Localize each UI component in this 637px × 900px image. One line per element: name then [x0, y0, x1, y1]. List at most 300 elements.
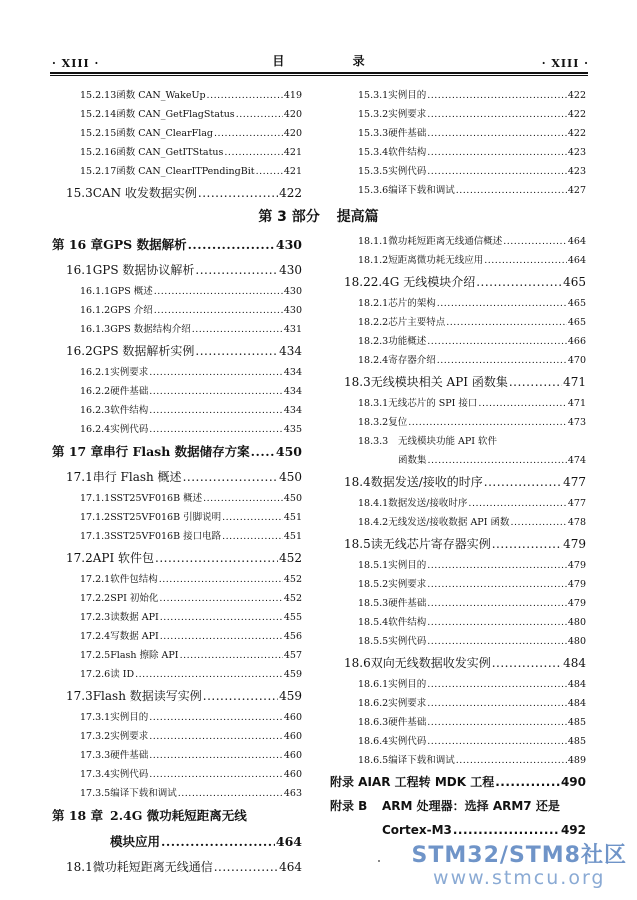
toc-entry-page: 465 [563, 275, 586, 289]
toc-entry-title: ARM 处理器：选择 ARM7 还是 [382, 799, 560, 813]
toc-entry [52, 181, 302, 205]
leader-dots [135, 665, 283, 684]
toc-entry-title: 函数 CAN_WakeUp [116, 90, 206, 101]
toc-entry-number: 15.3.1 [358, 90, 389, 101]
leader-dots [149, 363, 283, 382]
toc-entry [330, 594, 586, 613]
toc-entry [330, 294, 586, 313]
toc-entry-number: 18.6.2 [358, 698, 389, 709]
toc-entry-title: 微功耗短距离无线通信概述 [388, 236, 503, 247]
toc-entry-title: 读数据 API [110, 612, 159, 623]
leader-dots [456, 181, 567, 200]
toc-entry-number: 15.3.6 [358, 185, 389, 196]
toc-entry-page: 457 [283, 650, 302, 661]
toc-entry-number: 18.5.1 [358, 560, 389, 571]
toc-entry-page: 459 [283, 669, 302, 680]
toc-entry [52, 143, 302, 162]
toc-entry-title: SPI 初始化 [110, 593, 159, 604]
toc-entry [330, 332, 586, 351]
toc-entry-number: 18.4.1 [358, 498, 389, 509]
toc-entry [52, 570, 302, 589]
toc-entry-number: 18.2 [344, 275, 371, 289]
toc-entry-title: 实例要求 [110, 367, 149, 378]
toc-entry-title: Cortex-M3 [382, 823, 452, 837]
toc-entry-title: GPS 数据解析 [103, 237, 187, 252]
toc-entry [330, 143, 586, 162]
toc-entry-title: 短距离微功耗无线应用 [388, 255, 484, 266]
toc-entry-title: 数据发送/接收时序 [388, 498, 468, 509]
toc-entry-number: 17.3.4 [80, 769, 111, 780]
toc-entry-page: 477 [567, 498, 586, 509]
leader-dots [408, 413, 567, 432]
part-title: 提高篇 [336, 209, 379, 225]
toc-entry-title: 实例目的 [388, 90, 427, 101]
toc-entry-number: 附录 A [330, 775, 368, 789]
toc-entry-number: 15.2.16 [80, 147, 117, 158]
toc-entry-number: 15.3.5 [358, 166, 389, 177]
toc-appendix-entry [330, 770, 586, 794]
toc-entry-number: 17.1 [66, 470, 93, 484]
toc-entry-page: 470 [567, 355, 586, 366]
toc-entry-number: 18.2.4 [358, 355, 389, 366]
toc-entry-title: 串行 Flash 概述 [92, 470, 182, 484]
toc-entry-title: 函数集 [398, 455, 427, 466]
toc-entry [330, 732, 586, 751]
toc-entry-title: 硬件基础 [388, 717, 427, 728]
toc-entry-page: 420 [283, 128, 302, 139]
toc-entry-title: SST25VF016B 概述 [110, 493, 203, 504]
toc-entry-page: 451 [283, 512, 302, 523]
page-number-right: · XIII · [541, 57, 589, 70]
toc-entry [52, 105, 302, 124]
toc-entry-page: 463 [283, 788, 302, 799]
toc-entry-title: 实例要求 [110, 731, 149, 742]
toc-entry-title: 寄存器介绍 [388, 355, 436, 366]
toc-entry-page: 422 [567, 109, 586, 120]
toc-entry-number: 18.2.2 [358, 317, 389, 328]
toc-entry-page: 465 [567, 317, 586, 328]
toc-entry-page: 431 [283, 324, 302, 335]
toc-entry-number: 17.1.1 [80, 493, 111, 504]
leader-dots [495, 770, 560, 794]
leader-dots [427, 162, 567, 181]
toc-entry-title: 编译下载和调试 [388, 755, 455, 766]
toc-entry-number: 15.3.4 [358, 147, 389, 158]
leader-dots [214, 855, 278, 879]
toc-entry-title: Flash 擦除 API [110, 650, 179, 661]
toc-entry-number: 16.2.1 [80, 367, 111, 378]
toc-entry-title: 复位 [388, 417, 408, 428]
toc-entry-number: 附录 B [330, 799, 368, 813]
toc-entry-number: 15.2.14 [80, 109, 117, 120]
toc-entry-number: 16.1.1 [80, 286, 111, 297]
toc-entry-title: 实例代码 [110, 424, 149, 435]
toc-entry-number: 18.5.3 [358, 598, 389, 609]
toc-entry-page: 422 [567, 90, 586, 101]
toc-entry [330, 694, 586, 713]
toc-entry-number: 18.6.3 [358, 717, 389, 728]
toc-entry [52, 162, 302, 181]
toc-entry-title: 2.4G 微功耗短距离无线 [110, 808, 247, 823]
toc-column-left-top [52, 86, 302, 205]
toc-entry-title: 硬件基础 [110, 386, 149, 397]
toc-entry [330, 513, 586, 532]
toc-entry-title: 读无线芯片寄存器实例 [370, 537, 491, 551]
toc-entry-title: 实例目的 [110, 712, 149, 723]
toc-entry [52, 546, 302, 570]
toc-entry [52, 665, 302, 684]
toc-column-right [330, 232, 586, 842]
toc-entry-page: 484 [567, 698, 586, 709]
toc-entry-number: 17.1.3 [80, 531, 111, 542]
toc-entry-number: 18.6 [344, 656, 371, 670]
toc-entry-title: IAR 工程转 MDK 工程 [367, 775, 495, 789]
toc-entry-number: 18.6.5 [358, 755, 389, 766]
toc-entry-page: 464 [279, 860, 302, 874]
toc-entry-page: 452 [283, 593, 302, 604]
leader-dots [427, 613, 567, 632]
toc-appendix-entry [330, 794, 586, 818]
toc-entry [330, 313, 586, 332]
toc-entry-number: 17.3.2 [80, 731, 111, 742]
leader-dots [427, 594, 567, 613]
toc-entry [330, 651, 586, 675]
toc-entry-page: 430 [279, 263, 302, 277]
toc-entry-page: 435 [283, 424, 302, 435]
toc-entry [52, 86, 302, 105]
toc-entry-page: 460 [283, 769, 302, 780]
leader-dots [476, 270, 562, 294]
toc-entry-number: 15.2.13 [80, 90, 117, 101]
toc-entry [330, 351, 586, 370]
toc-entry-page: 485 [567, 736, 586, 747]
leader-dots [149, 727, 283, 746]
toc-entry-number: 18.6.1 [358, 679, 389, 690]
leader-dots [427, 575, 567, 594]
toc-entry-number: 18.3 [344, 375, 371, 389]
toc-entry [52, 589, 302, 608]
toc-entry-title: 串行 Flash 数据储存方案 [103, 444, 250, 459]
leader-dots [427, 556, 567, 575]
toc-entry-number: 17.1.2 [80, 512, 111, 523]
toc-entry-number: 第 17 章 [52, 444, 104, 459]
toc-entry [52, 708, 302, 727]
toc-entry [330, 713, 586, 732]
toc-entry-title: 实例代码 [388, 736, 427, 747]
toc-entry-page: 474 [567, 455, 586, 466]
toc-entry-page: 455 [283, 612, 302, 623]
leader-dots [427, 694, 567, 713]
leader-dots [510, 513, 566, 532]
toc-entry [330, 124, 586, 143]
toc-entry-number: 17.2.2 [80, 593, 111, 604]
toc-entry-page: 456 [283, 631, 302, 642]
toc-column-right-top [330, 86, 586, 200]
leader-dots [224, 143, 282, 162]
leader-dots [427, 713, 567, 732]
toc-entry-title: 实例目的 [388, 679, 427, 690]
toc-entry-page: 452 [283, 574, 302, 585]
toc-entry-page: 479 [567, 579, 586, 590]
toc-entry-page: 430 [283, 286, 302, 297]
leader-dots [427, 143, 567, 162]
toc-entry-title: 软件结构 [388, 617, 427, 628]
toc-entry [330, 432, 586, 451]
toc-entry-title: 硬件基础 [388, 598, 427, 609]
toc-entry [52, 282, 302, 301]
toc-entry-title: GPS 概述 [110, 286, 153, 297]
leader-dots [178, 784, 283, 803]
header-rule-thin [50, 75, 588, 76]
toc-entry-number: 17.3.5 [80, 788, 111, 799]
toc-entry [52, 258, 302, 282]
toc-entry-title: 无线模块功能 API 软件 [398, 436, 498, 447]
toc-entry [330, 470, 586, 494]
leader-dots [427, 124, 567, 143]
toc-entry-title: 软件结构 [110, 405, 149, 416]
toc-entry-title: 实例代码 [388, 636, 427, 647]
toc-entry-title: 实例要求 [388, 109, 427, 120]
toc-entry-title: 数据发送/接收的时序 [370, 475, 483, 489]
leader-dots [149, 746, 283, 765]
leader-dots [183, 465, 279, 489]
leader-dots [161, 829, 275, 855]
leader-dots [160, 608, 283, 627]
toc-entry-title: 函数 CAN_GetITStatus [116, 147, 224, 158]
leader-dots [159, 589, 282, 608]
leader-dots [155, 546, 278, 570]
toc-entry-page: 451 [283, 531, 302, 542]
leader-dots [509, 370, 562, 394]
toc-chapter-entry [52, 829, 302, 855]
toc-entry-title: 无线发送/接收数据 API 函数 [388, 517, 510, 528]
toc-entry [52, 765, 302, 784]
toc-entry [52, 420, 302, 439]
toc-entry [330, 162, 586, 181]
toc-column-left [52, 232, 302, 879]
leader-dots [192, 320, 283, 339]
toc-entry-title: Flash 数据读写实例 [92, 689, 202, 703]
toc-entry-title: SST25VF016B 接口电路 [110, 531, 222, 542]
toc-entry-number: 17.3.3 [80, 750, 111, 761]
toc-entry-number: 17.2 [66, 551, 93, 565]
toc-entry-title: 无线模块相关 API 函数集 [370, 375, 508, 389]
toc-entry-page: 430 [283, 305, 302, 316]
leader-dots [468, 494, 566, 513]
toc-entry-title: 硬件基础 [110, 750, 149, 761]
leader-dots [251, 439, 275, 465]
toc-entry-title: GPS 数据结构介绍 [110, 324, 191, 335]
toc-entry-number: 18.6.4 [358, 736, 389, 747]
header-rule [50, 72, 588, 74]
toc-entry-page: 434 [283, 386, 302, 397]
toc-entry-title: 功能概述 [388, 336, 427, 347]
toc-entry-number: 15.3.2 [358, 109, 389, 120]
leader-dots [195, 339, 278, 363]
watermark-url: www.stmcu.org [433, 867, 606, 889]
toc-entry-page: 464 [567, 255, 586, 266]
toc-entry [330, 86, 586, 105]
toc-entry-number: 18.1 [66, 860, 93, 874]
toc-entry [52, 339, 302, 363]
toc-entry-title: 2.4G 无线模块介绍 [370, 275, 476, 289]
toc-entry [330, 494, 586, 513]
toc-entry-title: 无线芯片的 SPI 接口 [388, 398, 478, 409]
leader-dots [256, 162, 283, 181]
toc-entry-title: 模块应用 [110, 834, 161, 849]
toc-entry-number: 18.2.3 [358, 336, 389, 347]
toc-entry-number: 18.3.1 [358, 398, 389, 409]
toc-chapter-entry [52, 803, 302, 829]
toc-entry-page: 460 [283, 731, 302, 742]
toc-chapter-entry [52, 232, 302, 258]
toc-entry-number: 15.2.15 [80, 128, 117, 139]
toc-entry-page: 421 [283, 166, 302, 177]
toc-entry-number: 18.3.3 [358, 436, 389, 447]
leader-dots [427, 732, 567, 751]
toc-entry-page: 450 [275, 444, 302, 459]
toc-entry-page: 479 [567, 598, 586, 609]
toc-entry [330, 632, 586, 651]
toc-entry-number: 18.5 [344, 537, 371, 551]
toc-entry-page: 480 [567, 636, 586, 647]
leader-dots [484, 251, 567, 270]
toc-entry-page: 471 [567, 398, 586, 409]
toc-entry-page: 434 [283, 405, 302, 416]
toc-entry-page: 484 [567, 679, 586, 690]
toc-entry-number: 18.2.1 [358, 298, 389, 309]
toc-entry [330, 105, 586, 124]
leader-dots [427, 675, 567, 694]
toc-entry [52, 627, 302, 646]
toc-entry-number: 15.2.17 [80, 166, 117, 177]
toc-entry [52, 608, 302, 627]
toc-entry-page: 459 [279, 689, 302, 703]
toc-entry-page: 464 [275, 834, 302, 849]
toc-entry-number: 16.2.3 [80, 405, 111, 416]
toc-entry-title: GPS 数据解析实例 [92, 344, 195, 358]
toc-entry-number: 17.2.5 [80, 650, 111, 661]
toc-entry-page: 479 [567, 560, 586, 571]
leader-dots [154, 301, 283, 320]
toc-entry-number: 18.1.2 [358, 255, 389, 266]
toc-entry-title: 函数 CAN_ClearFlag [116, 128, 213, 139]
leader-dots [428, 451, 567, 470]
leader-dots [149, 401, 283, 420]
toc-entry-page: 485 [567, 717, 586, 728]
leader-dots [195, 258, 278, 282]
leader-dots [180, 646, 283, 665]
toc-entry-page: 420 [283, 109, 302, 120]
toc-entry-number: 18.4.2 [358, 517, 389, 528]
toc-entry-title: 微功耗短距离无线通信 [92, 860, 213, 874]
toc-entry-number: 17.2.6 [80, 669, 111, 680]
toc-entry-number: 18.5.4 [358, 617, 389, 628]
leader-dots [503, 232, 567, 251]
toc-entry-page: 434 [279, 344, 302, 358]
toc-entry-page: 464 [567, 236, 586, 247]
running-title: 目 录 [272, 54, 397, 68]
toc-entry [330, 370, 586, 394]
toc-entry-page: 423 [567, 147, 586, 158]
toc-entry-number: 第 16 章 [52, 237, 104, 252]
toc-entry-page: 471 [563, 375, 586, 389]
toc-entry [52, 527, 302, 546]
toc-entry [52, 320, 302, 339]
toc-entry-title: 芯片的架构 [388, 298, 436, 309]
toc-entry-page: 427 [567, 185, 586, 196]
toc-entry-title: 函数 CAN_ClearITPendingBit [116, 166, 255, 177]
toc-entry [330, 270, 586, 294]
toc-entry [52, 382, 302, 401]
toc-entry-title: CAN 收发数据实例 [92, 186, 197, 200]
toc-entry-page: 419 [283, 90, 302, 101]
toc-entry-page: 450 [283, 493, 302, 504]
toc-entry-title: 芯片主要特点 [388, 317, 446, 328]
toc-entry-number: 15.3 [66, 186, 93, 200]
leader-dots [437, 294, 567, 313]
toc-entry-title: 函数 CAN_GetFlagStatus [116, 109, 235, 120]
toc-entry-page: 450 [279, 470, 302, 484]
toc-entry-title: 写数据 API [110, 631, 159, 642]
toc-entry-number: 18.5.2 [358, 579, 389, 590]
leader-dots [149, 382, 283, 401]
leader-dots [149, 420, 283, 439]
toc-entry-number: 16.2.4 [80, 424, 111, 435]
toc-entry [52, 301, 302, 320]
toc-entry-number: 17.3 [66, 689, 93, 703]
toc-entry [330, 556, 586, 575]
toc-entry [330, 575, 586, 594]
toc-entry-number: 15.3.3 [358, 128, 389, 139]
toc-entry [330, 675, 586, 694]
leader-dots [160, 627, 283, 646]
leader-dots [427, 105, 567, 124]
toc-entry-number: 16.1 [66, 263, 93, 277]
toc-entry [52, 746, 302, 765]
toc-entry-page: 465 [567, 298, 586, 309]
toc-entry-number: 17.2.1 [80, 574, 111, 585]
toc-entry-page: 479 [563, 537, 586, 551]
toc-entry-title: 软件结构 [388, 147, 427, 158]
leader-dots [188, 232, 275, 258]
toc-entry [52, 489, 302, 508]
toc-entry [330, 181, 586, 200]
toc-entry [52, 124, 302, 143]
toc-entry [52, 684, 302, 708]
toc-entry-number: 18.1.1 [358, 236, 389, 247]
toc-chapter-entry [52, 439, 302, 465]
leader-dots [427, 332, 567, 351]
leader-dots [478, 394, 566, 413]
leader-dots [203, 684, 278, 708]
leader-dots [149, 708, 283, 727]
page-header [0, 0, 637, 76]
toc-entry [330, 413, 586, 432]
leader-dots [456, 751, 567, 770]
leader-dots [492, 651, 562, 675]
leader-dots [159, 570, 283, 589]
toc-entry-page: 477 [563, 475, 586, 489]
leader-dots [207, 86, 283, 105]
toc-entry [52, 401, 302, 420]
toc-entry-page: 460 [283, 750, 302, 761]
toc-entry-number: 第 18 章 [52, 808, 104, 823]
toc-entry [330, 232, 586, 251]
toc-entry-page: 480 [567, 617, 586, 628]
toc-entry-number: 17.2.3 [80, 612, 111, 623]
toc-entry-page: 430 [275, 237, 302, 252]
